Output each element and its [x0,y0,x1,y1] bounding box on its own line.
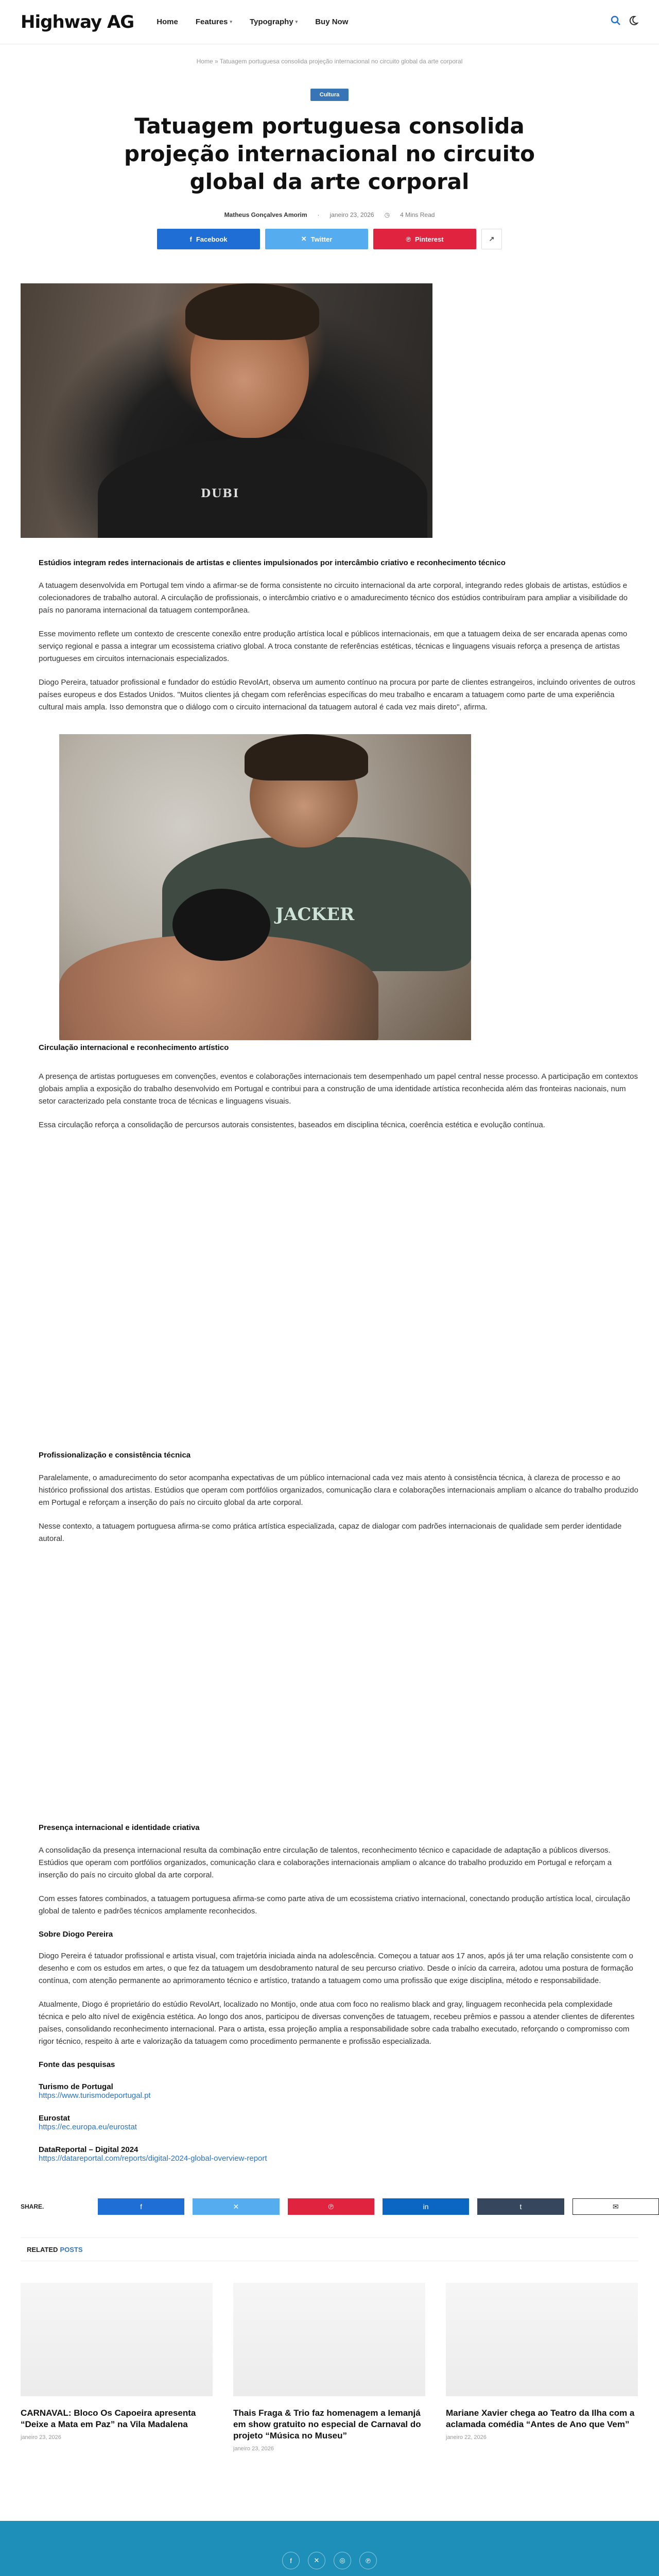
related-thumbnail[interactable] [446,2283,638,2396]
related-thumbnail[interactable] [21,2283,213,2396]
source-item [39,2082,638,2100]
facebook-icon[interactable]: f [282,2552,300,2569]
nav-features-label: Features [195,18,228,26]
article-lead: Estúdios integram redes internacionais de artistas e clientes impulsionados por intercâmbio criativo e reconhecimento técnico [39,558,506,567]
paragraph: Com esses fatores combinados, a tatuagem portuguesa afirma-se como parte ativa de um ecossistema criativo internacional, conectando produção artística local, circulação global de talento e padrões técnicos amplamente reconhecidos. [39,1894,630,1916]
section-heading: Sobre Diogo Pereira [39,1930,113,1939]
related-date: janeiro 23, 2026 [233,2446,274,2452]
related-posts [21,2238,638,2452]
paragraph: Diogo Pereira, tatuador profissional e fundador do estúdio RevolArt, observa um aumento contínuo na procura por parte de clientes estrangeiros, incluindo oriventes de outros países europeus e dos Estados Unidos. "Muitos clientes já chegam com referências específicas do meu trabalho e encaram a tatuagem como parte de uma experiência cultural mais ampla. Isso demonstra que o diálogo com o circuito internacional da tatuagem autoral é cada vez mais direto", afirma. [39,678,636,711]
photo-glove [172,889,270,961]
nav-features[interactable] [196,18,232,26]
paragraph: Paralelamente, o amadurecimento do setor acompanha expectativas de um público internacional cada vez mais atento à consistência técnica, à clareza de processo e ao histórico profissional dos artistas. Estúdios que operam com portfólios organizados, comunicação clara e colaborações internacionais ampliam o alcance do trabalho produzido em Portugal e reforçam a inserção do país no circuito global da arte corporal. [39,1473,638,1507]
paragraph: Atualmente, Diogo é proprietário do estúdio RevolArt, localizado no Montijo, onde atua com foco no realismo black and gray, linguagem reconhecida pela complexidade técnica e pelo alto nível de exigência estética. Ao longo dos anos, participou de diversas convenções de tatuagem, recebeu prêmios e passou a atender clientes de diferentes países, consolidando reconhecimento internacional. Para o artista, essa projeção amplia a responsabilidade sobre cada trabalho executado, reforçando o compromisso com rigor técnico, respeito à arte e valorização da tatuagem como procedimento permanente e profissão especializada. [39,2000,635,2046]
site-footer [0,2521,659,2576]
nav-typography-label: Typography [249,18,293,26]
related-title[interactable]: Mariane Xavier chega ao Teatro da Ilha com a aclamada comédia “Antes de Ano que Vem” [446,2408,635,2429]
source-link[interactable]: https://datareportal.com/reports/digital-2024-global-overview-report [39,2154,267,2163]
paragraph: Nesse contexto, a tatuagem portuguesa afirma-se como prática artística especializada, capaz de dialogar com padrões internacionais de qualidade sem perder identidade autoral. [39,1522,622,1543]
share-pinterest-label: Pinterest [414,235,444,243]
facebook-icon: f [140,2202,142,2211]
photo-shirt-text: DUBI [201,487,240,500]
nav-buy-now[interactable] [315,18,348,26]
email-icon: ✉ [612,2202,619,2211]
related-heading [21,2238,638,2261]
paragraph: A presença de artistas portugueses em convenções, eventos e colaborações internacionais tem desempenhado um papel central nesse processo. A participação em contextos globais amplia a exposição do trabalho desenvolvido em Portugal e contribui para a construção de uma identidade artística reconhecida além das fronteiras nacionais, num setor caracterizado pela constante troca de técnicas e linguagens visuais. [39,1072,638,1106]
source-link[interactable]: https://www.turismodeportugal.pt [39,2091,151,2100]
category-badge[interactable]: Cultura [310,89,349,101]
share-label: SHARE. [21,2203,44,2210]
source-link[interactable]: https://ec.europa.eu/eurostat [39,2123,137,2131]
author-name[interactable]: Matheus Gonçalves Amorim [224,211,307,218]
related-date: janeiro 23, 2026 [21,2434,61,2441]
section-heading: Presença internacional e identidade criativa [39,1823,200,1832]
paragraph: Esse movimento reflete um contexto de crescente conexão entre produção artística local e públicos internacionais, em que a tatuagem deixa de ser encarada apenas como serviço regional e passa a integrar um ecossistema criativo global. A troca constante de referências estéticas, técnicas e linguagens visuais reforça a presença de artistas portugueses em circuitos internacionais especializados. [39,630,628,663]
share-pinterest-button[interactable] [288,2198,374,2215]
breadcrumb[interactable]: Home » Tatuagem portuguesa consolida projeção internacional no circuito global da arte corporal [196,58,463,65]
nav-typography[interactable] [250,18,298,26]
instagram-icon[interactable]: ◎ [334,2552,351,2569]
related-heading-text: RELATED [27,2245,58,2253]
header-tools [611,15,638,28]
photo-shirt [98,438,427,538]
source-name: Turismo de Portugal [39,2082,113,2091]
main-nav [157,18,348,26]
related-card[interactable] [233,2283,425,2452]
facebook-icon: f [189,235,192,243]
article-meta [0,211,659,218]
chevron-down-icon: ▾ [295,19,298,24]
related-title[interactable]: CARNAVAL: Bloco Os Capoeira apresenta “Deixe a Mata em Paz” na Vila Madalena [21,2408,196,2429]
tumblr-icon: t [519,2202,522,2211]
nav-home[interactable] [157,18,178,26]
share-icon: ↗ [489,235,495,243]
related-thumbnail[interactable] [233,2283,425,2396]
article-body-2 [39,1043,638,2163]
share-facebook-label: Facebook [196,235,228,243]
twitter-icon[interactable]: ✕ [308,2552,325,2569]
related-card[interactable] [21,2283,213,2452]
related-date: janeiro 22, 2026 [446,2434,487,2441]
paragraph: A tatuagem desenvolvida em Portugal tem vindo a afirmar-se de forma consistente no circuito internacional da arte corporal, integrando redes globais de artistas, estúdios e colecionadores de trabalho autoral. A circulação de profissionais, o intercâmbio criativo e o amadurecimento técnico dos estúdios contribuíram para ampliar a visibilidade do país no panorama internacional da tatuagem contemporânea. [39,581,628,615]
photo-hair [185,283,319,340]
share-facebook-button[interactable] [157,229,260,249]
share-tumblr-button[interactable] [477,2198,564,2215]
related-heading-accent: POSTS [60,2245,83,2253]
share-bar-bottom [21,2198,659,2215]
related-title[interactable]: Thais Fraga & Trio faz homenagem a Iemanjá em show gratuito no especial de Carnaval do projeto “Música no Museu” [233,2408,421,2441]
share-bar-top [0,229,659,249]
share-twitter-button[interactable] [265,229,368,249]
paragraph: Diogo Pereira é tatuador profissional e artista visual, com trajetória iniciada ainda na adolescência. Começou a tatuar aos 17 anos, após já ter uma relação consistente com o desenho e com os estudos em artes, o que fez da tatuagem um desdobramento natural de seu percurso criativo. Desde o início da carreira, adotou uma postura de formação contínua, com atenção permanente ao aprimoramento técnico e artístico, tratando a tatuagem como uma profissão que exige disciplina, método e responsabilidade. [39,1952,633,1985]
featured-image [21,283,432,538]
share-pinterest-button[interactable] [373,229,476,249]
read-time: 4 Mins Read [400,211,435,218]
share-twitter-button[interactable] [193,2198,279,2215]
pinterest-icon: ℗ [328,2202,334,2211]
photo-shirt-text: JACKER [275,904,355,925]
photo-hair [245,734,368,781]
section-heading: Fonte das pesquisas [39,2060,115,2069]
share-twitter-label: Twitter [310,235,333,243]
nav-buy-now-label: Buy Now [315,18,349,26]
nav-home-label: Home [157,18,178,26]
search-icon[interactable] [611,15,621,28]
pinterest-icon[interactable]: ℗ [359,2552,377,2569]
section-heading: Circulação internacional e reconhecimento artístico [39,1043,229,1052]
share-facebook-button[interactable] [98,2198,184,2215]
publish-date: janeiro 23, 2026 [330,211,374,218]
section-heading: Profissionalização e consistência técnica [39,1451,191,1460]
related-card[interactable] [446,2283,638,2452]
source-name: Eurostat [39,2114,70,2123]
source-item [39,2145,638,2163]
twitter-icon: ✕ [301,235,307,243]
share-more-button[interactable] [481,229,502,249]
twitter-icon: ✕ [233,2202,239,2211]
article-body [39,558,638,714]
source-item [39,2114,638,2132]
site-header [0,0,659,44]
source-name: DataReportal – Digital 2024 [39,2145,138,2154]
share-email-button[interactable] [573,2198,659,2215]
chevron-down-icon: ▾ [230,19,232,24]
paragraph: A consolidação da presença internacional resulta da combinação entre circulação de talentos, reconhecimento técnico e capacidade de adaptação a públicos diversos. Estúdios que operam com portfólios organizados, comunicação clara e colaborações internacionais ampliam o alcance do trabalho produzido em Portugal e reforçam a inserção do país no circuito global da arte corporal. [39,1846,612,1879]
share-linkedin-button[interactable] [383,2198,469,2215]
linkedin-icon: in [423,2202,429,2211]
pinterest-icon: ℗ [406,235,411,243]
article-title: Tatuagem portuguesa consolida projeção internacional no circuito global da arte corporal [124,113,535,194]
paragraph: Essa circulação reforça a consolidação de percursos autorais consistentes, baseados em disciplina técnica, coerência estética e evolução contínua. [39,1121,545,1129]
article-image-tattooing [59,734,471,1040]
site-logo[interactable]: Highway AG [21,11,134,32]
related-cards [21,2283,638,2452]
clock-icon: ◷ [384,211,390,218]
dark-mode-toggle-icon[interactable] [628,15,638,28]
meta-separator: · [317,211,320,218]
footer-social [282,2552,377,2569]
